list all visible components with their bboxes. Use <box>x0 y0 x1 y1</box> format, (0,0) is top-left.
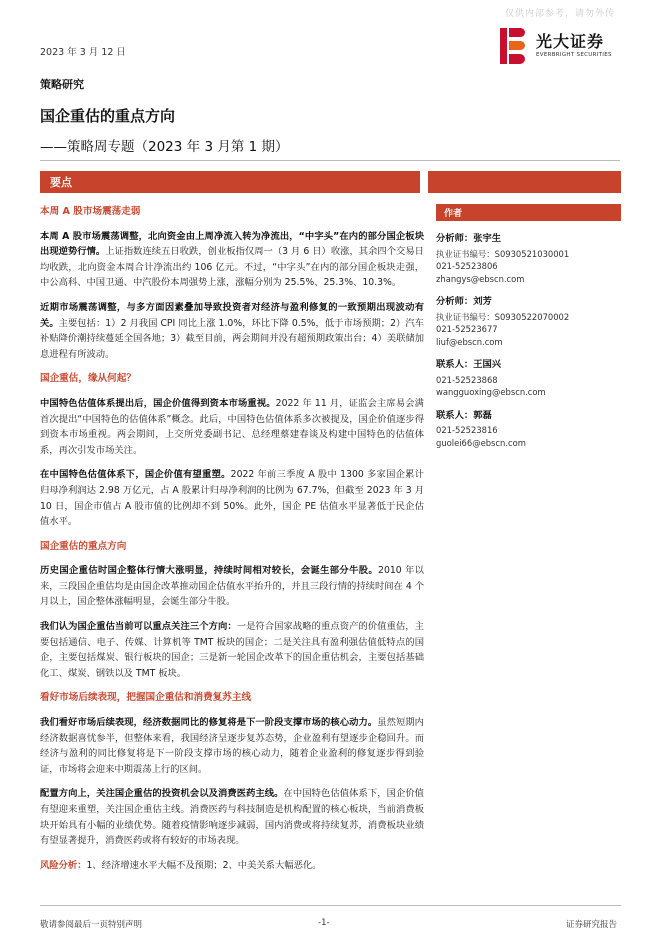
section-heading: 看好市场后续表现，把握国企重估和消费复苏主线 <box>40 692 252 704</box>
author-phone: 021-52523868 <box>436 374 498 385</box>
paragraph-lead: 历史国企重估时国企整体行情大涨明显，持续时间相对较长，会诞生部分牛股。 <box>40 565 379 577</box>
paragraph-lead: 本周 A 股市场震荡调整，北向资金由上周净流入转为净流出，“中字头”在内的部分国企板块出现逆势行情。 <box>40 230 424 258</box>
author-phone: 021-52523806 <box>436 261 498 271</box>
risk-text: 1、经济增速水平大幅不及预期；2、中美关系大幅恶化。 <box>86 859 322 871</box>
company-logo <box>500 28 612 64</box>
footer-report-type: 证券研究报告 <box>565 920 617 930</box>
author-certificate: 执业证书编号：S0930521030001 <box>436 248 570 259</box>
paragraph-body: 虽然短期内经济数据喜忧参半，但整体来看，我国经济呈逐步复苏态势，企业盈利有望逐步企稳回升。而经济与盈利的同比修复将是下一阶段支撑市场的核心动力，随着企业盈利的修复逐步得到验证，市场将会迎来中期震荡上行的区间。 <box>40 717 424 775</box>
paragraph-body: 2010 年以来，三段国企重估均是由国企改革推动国企估值水平抬升的，并且三段行情的持续时间在 4 个月以上，国企整体涨幅明显，会诞生部分牛股。 <box>40 565 424 608</box>
paragraph <box>40 396 424 458</box>
author-email: guolei66@ebscn.com <box>436 437 526 448</box>
paragraph <box>40 563 424 610</box>
page-number: -1- <box>318 918 330 928</box>
author-name: 分析师：张宇生 <box>436 233 502 244</box>
paragraph <box>40 467 424 529</box>
section-header-key-points <box>40 171 420 193</box>
author-entry <box>436 296 621 348</box>
logo-english-name: EVERBRIGHT SECURITIES <box>536 52 612 58</box>
author-name: 分析师：刘芳 <box>436 296 492 307</box>
paragraph-lead: 我们认为国企重估当前可以重点关注三个方向： <box>40 621 237 633</box>
section-heading: 本周 A 股市场震荡走弱 <box>40 206 141 217</box>
risk-analysis <box>40 858 424 874</box>
paragraph-body: 一是符合国家战略的重点资产的价值重估，主要包括通信、电子、传媒、计算机等 TMT 板块的国企；二是关注具有盈利强估值低特点的国企，主要包括煤炭、银行板块的国企；三是新一轮国企改革下的国企重估机会，主要包括基础化工、煤炭、钢铁以及 TMT 板块。 <box>40 621 424 679</box>
author-phone: 021-52523816 <box>436 425 498 435</box>
paragraph <box>40 786 424 848</box>
title-divider <box>40 160 620 161</box>
report-category: 策略研究 <box>40 78 84 91</box>
author-tag: 作者 <box>436 204 621 221</box>
main-content <box>40 204 424 882</box>
logo-name: 光大证券 <box>536 32 605 51</box>
logo-mark-icon <box>500 28 530 64</box>
author-entry <box>436 410 621 450</box>
author-name: 联系人：王国兴 <box>436 359 502 370</box>
report-title: 国企重估的重点方向 <box>40 107 176 125</box>
author-phone: 021-52523677 <box>436 324 498 334</box>
paragraph-body: 2022 年前三季度 A 股中 1300 多家国企累计归母净利润达 2.98 万亿元，占 A 股累计归母净利润的比例为 67.7%，但截至 2023 年 3 月 10 日，国企市值占 A 股市值的比例却不到 50%。此外，国企 PE 估值水平显著低于民企估值水平。 <box>40 469 424 528</box>
author-sidebar <box>436 204 621 460</box>
paragraph-lead: 在中国特色估值体系下，国企价值有望重塑。 <box>40 469 231 481</box>
paragraph <box>40 300 424 362</box>
paragraph <box>40 229 424 291</box>
paragraph-body: 在中国特色估值体系下，国企价值有望迎来重塑，关注国企重估主线。消费医药与科技制造是机构配置的核心板块，当前消费板块开始具有小幅的业绩优势。随着疫情影响逐步减弱，国内消费或将持续复苏，消费板块业绩有望显著提升，消费医药或将有较好的市场表现。 <box>40 788 424 847</box>
footer-disclaimer: 敬请参阅最后一页特别声明 <box>40 920 143 930</box>
author-name: 联系人：郭磊 <box>436 409 492 421</box>
author-entry <box>436 233 621 285</box>
author-email: zhangys@ebscn.com <box>436 273 525 284</box>
paragraph-body: 2022 年 11 月，证监会主席易会满首次提出“中国特色的估值体系”概念。此后，中国特色估值体系多次被提及，国企价值逐步得到资本市场重视。两会期间，上交所党委副书记、总经理蔡建春谈及构建中国特色的估值体系，再次引发市场关注。 <box>40 397 424 456</box>
watermark: 仅供内部参考，请勿外传 <box>504 9 615 19</box>
paragraph <box>40 715 424 777</box>
author-entry <box>436 359 621 399</box>
report-subtitle: ——策略周专题（2023 年 3 月第 1 期） <box>40 139 289 155</box>
paragraph-lead: 配置方向上，关注国企重估的投资机会以及消费医药主线。 <box>40 788 284 800</box>
paragraph-body: 上证指数连续五日收跌，创业板指仅周一（3 月 6 日）收涨，其余四个交易日均收跌，北向资金本周合计净流出约 106 亿元。不过，“中字头”在内的部分国企板块走强，中公高科、中国卫通、中汽股份本周强势上涨，涨幅分别为 25.5%、25.3%、10.3%。 <box>40 246 424 289</box>
paragraph <box>40 619 424 681</box>
sidebar-header-bar <box>428 171 621 193</box>
author-list <box>436 233 621 449</box>
footer-divider <box>40 905 621 906</box>
risk-label: 风险分析： <box>40 859 87 871</box>
paragraph-body: 主要包括：1）2 月我国 CPI 同比上涨 1.0%，环比下降 0.5%，低于市场预期；2）汽车补贴降价潮持续蔓延全国各地；3）截至目前，两会期间并没有超预期政策出台；4）美联储加息进程有所波动。 <box>40 317 424 360</box>
paragraph-lead: 中国特色估值体系提出后，国企价值得到资本市场重视。 <box>40 397 276 409</box>
section-label: 要点 <box>50 176 72 189</box>
author-email: wangguoxing@ebscn.com <box>436 387 546 397</box>
paragraph-lead: 我们看好市场后续表现，经济数据同比的修复将是下一阶段支撑市场的核心动力。 <box>40 717 378 729</box>
author-email: liuf@ebscn.com <box>436 336 503 347</box>
author-certificate: 执业证书编号：S0930522070002 <box>436 311 570 322</box>
section-heading: 国企重估的重点方向 <box>40 540 127 552</box>
paragraph-lead: 近期市场震荡调整，与多方面因素叠加导致投资者对经济与盈利修复的一致预期出现波动有关。 <box>40 301 424 329</box>
section-heading: 国企重估，缘从何起？ <box>40 373 136 385</box>
report-date: 2023 年 3 月 12 日 <box>40 47 126 58</box>
